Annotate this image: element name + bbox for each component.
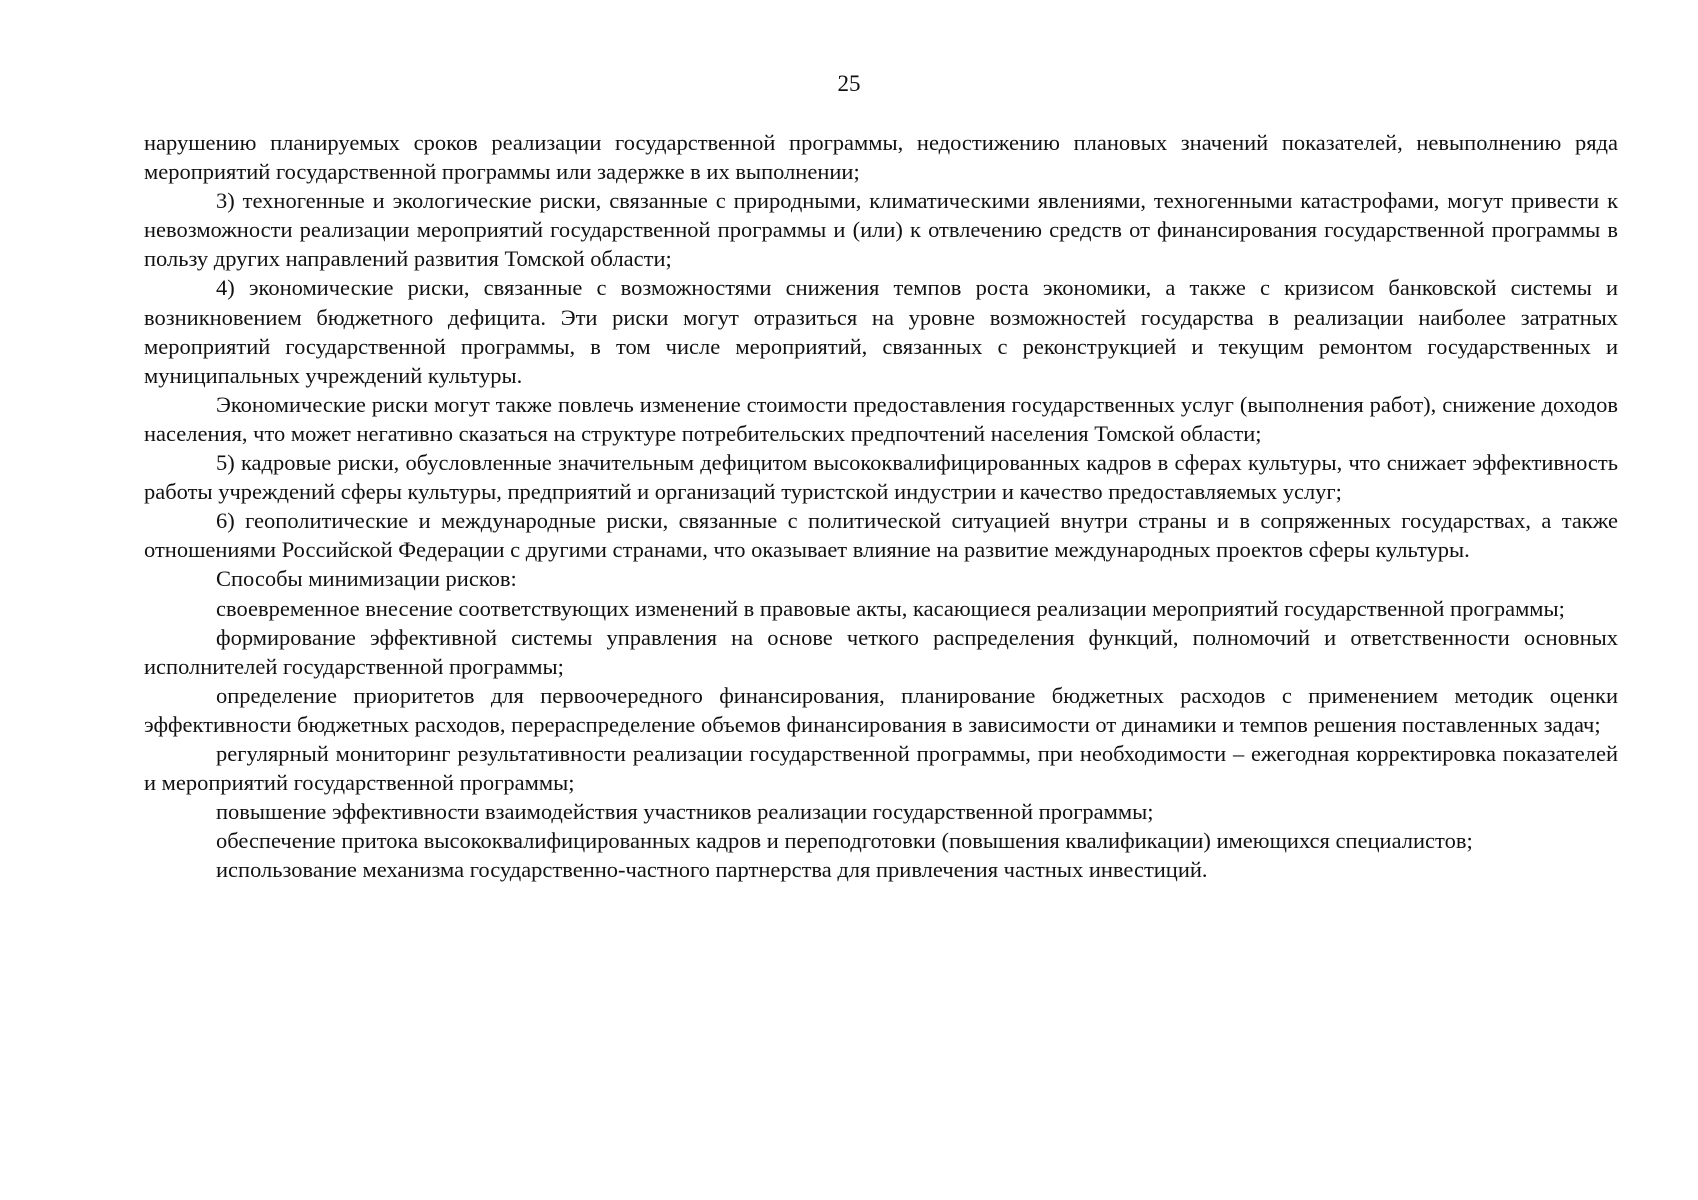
paragraph-mitigation-4: регулярный мониторинг результативности реализации государственной программы, при необходимости – ежегодная корректировка показателей и мероприятий государственной программы; — [144, 740, 1618, 796]
paragraph-economic-risks: Экономические риски могут также повлечь изменение стоимости предоставления государственных услуг (выполнения работ), снижение доходов населения, что может негативно сказаться на структуре потребительских предпочтений населения Томской области; — [144, 391, 1618, 446]
page-number: 25 — [837, 71, 861, 96]
paragraph-mitigation-7: использование механизма государственно-частного партнерства для привлечения частных инвестиций. — [216, 857, 1208, 883]
paragraph-risk-5: 5) кадровые риски, обусловленные значительным дефицитом высококвалифицированных кадров в сферах культуры, что снижает эффективность работы учреждений сферы культуры, предприятий и организаций туристской индустрии и качество предоставляемых услуг; — [144, 450, 1618, 505]
paragraph-risk-3: 3) техногенные и экологические риски, связанные с природными, климатическими явлениями, техногенными катастрофами, могут привести к невозможности реализации мероприятий государственной программы и (или) к отвлечению средств от финансирования государственной программы в пользу других направлений развития Томской области; — [144, 188, 1618, 272]
paragraph-mitigation-heading: Способы минимизации рисков: — [216, 566, 517, 592]
paragraph-risk-4: 4) экономические риски, связанные с возможностями снижения темпов роста экономики, а также с кризисом банковской системы и возникновением бюджетного дефицита. Эти риски могут отразиться на уровне возможностей государства в реализации наиболее затратных мероприятий государственной программы, в том числе мероприятий, связанных с реконструкцией и текущим ремонтом государственных и муниципальных учреждений культуры. — [144, 275, 1618, 388]
paragraph-mitigation-5: повышение эффективности взаимодействия участников реализации государственной программы; — [216, 799, 1154, 825]
paragraph-mitigation-1: своевременное внесение соответствующих изменений в правовые акты, касающиеся реализации мероприятий государственной программы; — [216, 595, 1565, 621]
document-body — [144, 128, 1618, 884]
paragraph-mitigation-2: формирование эффективной системы управления на основе четкого распределения функций, полномочий и ответственности основных исполнителей государственной программы; — [144, 624, 1618, 679]
paragraph-mitigation-6: обеспечение притока высококвалифицированных кадров и переподготовки (повышения квалификации) имеющихся специалистов; — [216, 828, 1473, 854]
paragraph-mitigation-3: определение приоритетов для первоочередного финансирования, планирование бюджетных расходов с применением методик оценки эффективности бюджетных расходов, перераспределение объемов финансирования в зависимости от динамики и темпов решения поставленных задач; — [144, 682, 1618, 737]
paragraph-continuation: нарушению планируемых сроков реализации государственной программы, недостижению плановых значений показателей, невыполнению ряда мероприятий государственной программы или задержке в их выполнении; — [144, 130, 1618, 185]
paragraph-risk-6: 6) геополитические и международные риски, связанные с политической ситуацией внутри страны и в сопряженных государствах, а также отношениями Российской Федерации с другими странами, что оказывает влияние на развитие международных проектов сферы культуры. — [144, 508, 1618, 563]
